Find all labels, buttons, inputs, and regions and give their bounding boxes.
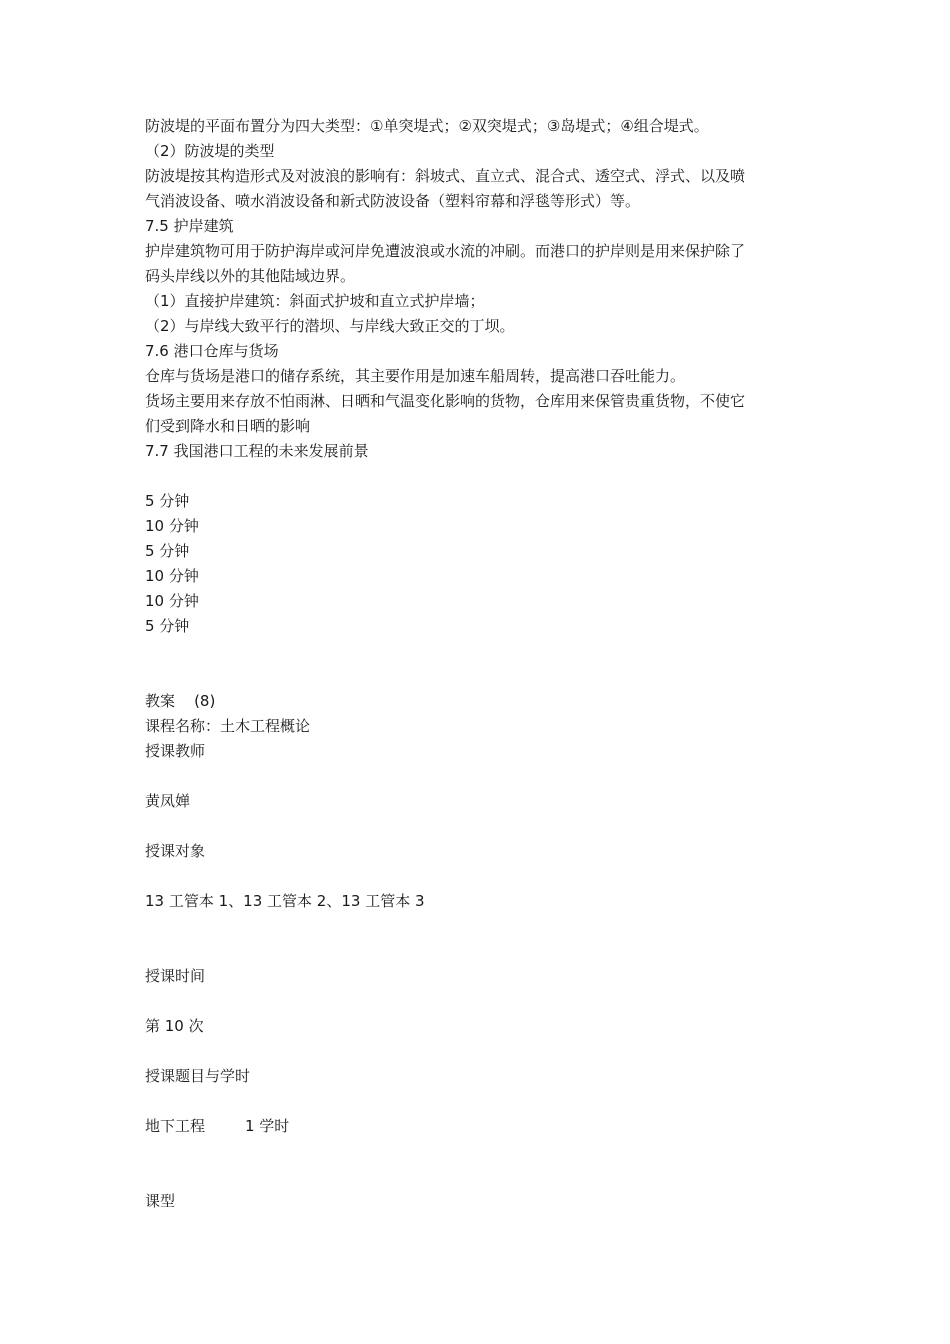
- time-value: 第 10 次: [145, 1017, 204, 1035]
- duration-item: 10 分钟: [145, 567, 199, 585]
- document-page: [145, 114, 820, 1214]
- audience-value: 13 工管本 1、13 工管本 2、13 工管本 3: [145, 892, 425, 910]
- topic-row: [145, 1114, 820, 1139]
- text-line: 们受到降水和日晒的影响: [145, 417, 311, 435]
- hours-value: 1 学时: [245, 1117, 290, 1135]
- text-line: （2）与岸线大致平行的潜坝、与岸线大致正交的丁坝。: [145, 317, 515, 335]
- text-line: 货场主要用来存放不怕雨淋、日晒和气温变化影响的货物，仓库用来保管贵重货物，不使它: [145, 392, 746, 410]
- topic-value: 地下工程: [145, 1117, 206, 1135]
- duration-item: 10 分钟: [145, 592, 199, 610]
- section-heading: 7.6 港口仓库与货场: [145, 342, 279, 360]
- type-label: 课型: [145, 1192, 176, 1210]
- topic-label: 授课题目与学时: [145, 1067, 251, 1085]
- teacher-label: 授课教师: [145, 742, 206, 760]
- section-heading: 7.5 护岸建筑: [145, 217, 234, 235]
- text-line: 护岸建筑物可用于防护海岸或河岸免遭波浪或水流的冲刷。而港口的护岸则是用来保护除了: [145, 242, 746, 260]
- lesson-header: 教案 (8): [145, 692, 216, 710]
- text-line: （2）防波堤的类型: [145, 142, 275, 160]
- text-line: 气消波设备、喷水消波设备和新式防波设备（塑料帘幕和浮毯等形式）等。: [145, 192, 641, 210]
- duration-item: 5 分钟: [145, 542, 190, 560]
- text-line: 码头岸线以外的其他陆域边界。: [145, 267, 356, 285]
- teacher-value: 黄凤婵: [145, 792, 191, 810]
- duration-item: 10 分钟: [145, 517, 199, 535]
- course-name: 课程名称：土木工程概论: [145, 717, 311, 735]
- time-label: 授课时间: [145, 967, 206, 985]
- text-line: 防波堤的平面布置分为四大类型：①单突堤式；②双突堤式；③岛堤式；④组合堤式。: [145, 117, 709, 135]
- text-line: 仓库与货场是港口的储存系统，其主要作用是加速车船周转，提高港口吞吐能力。: [145, 367, 686, 385]
- duration-item: 5 分钟: [145, 492, 190, 510]
- section-heading: 7.7 我国港口工程的未来发展前景: [145, 442, 369, 460]
- audience-label: 授课对象: [145, 842, 206, 860]
- text-line: 防波堤按其构造形式及对波浪的影响有：斜坡式、直立式、混合式、透空式、浮式、以及喷: [145, 167, 746, 185]
- text-line: （1）直接护岸建筑：斜面式护坡和直立式护岸墙；: [145, 292, 485, 310]
- duration-item: 5 分钟: [145, 617, 190, 635]
